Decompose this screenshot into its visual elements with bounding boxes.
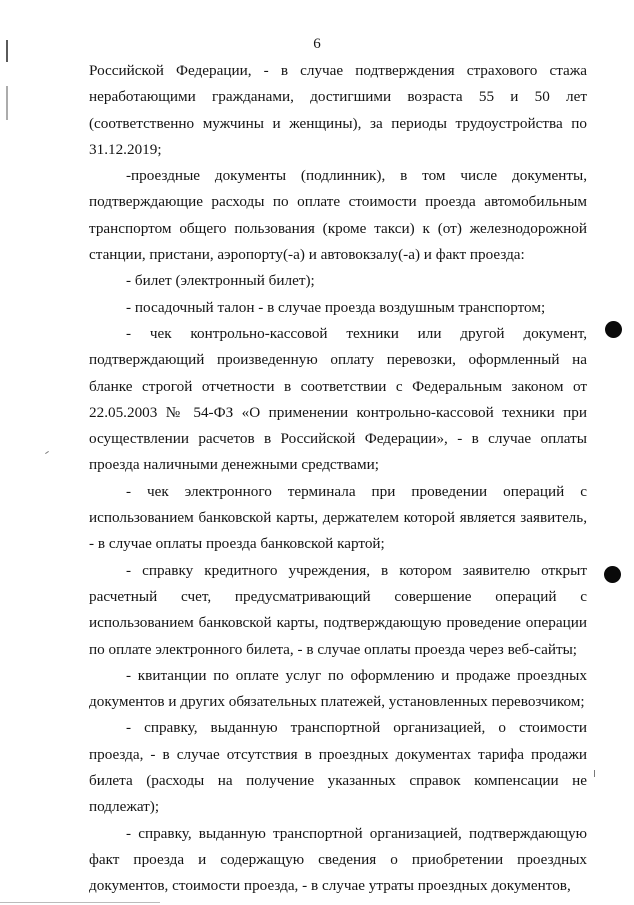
scan-mark-left-2	[6, 86, 8, 120]
bottom-scan-line	[0, 902, 160, 903]
paragraph-travel-documents: -проездные документы (подлинник), в том числе документы, подтверждающие расходы по оплате стоимости проезда автомобильным транспортом общего пользования (кроме такси) к (от) железнодорожной станции, пристани, аэропорту(-а) и автовокзалу(-а) и факт проезда:	[89, 167, 587, 264]
scan-speck	[45, 451, 49, 454]
list-item-card-terminal-receipt: - чек электронного терминала при проведении операций с использованием банковской карты, держателем которой является заявитель, - в случае оплаты проезда банковской картой;	[89, 482, 587, 553]
paragraph-continuation: Российской Федерации, - в случае подтверждения страхового стажа неработающими гражданами, достигшими возраста 55 и 50 лет (соответственно мужчины и женщины), за периоды трудоустройства по 31.12.2019;	[89, 62, 587, 158]
list-item-cash-receipt: - чек контрольно-кассовой техники или другой документ, подтверждающий произведенную оплату перевозки, оформленный на бланке строгой отчетности в соответствии с Федеральным законом от 22.05.2003 № 54-ФЗ «О применении контрольно-кассовой техники при осуществлении расчетов в Российской Федерации», - в случае оплаты проезда наличными денежными средствами;	[89, 324, 587, 474]
list-item-fare-certificate: - справку, выданную транспортной организацией, о стоимости проезда, - в случае отсутствия в проездных документах тарифа продажи билета (расходы на получение указанных справок компенсации не подлежат);	[89, 719, 587, 816]
scan-speck	[594, 770, 595, 777]
list-item-boarding-pass: - посадочный талон - в случае проезда воздушным транспортом;	[126, 298, 546, 316]
page-number: 6	[313, 36, 321, 52]
list-item-bank-certificate: - справку кредитного учреждения, в котором заявителю открыт расчетный счет, предусматривающий совершение операций с использованием банковской карты, подтверждающую проведение операции по оплате электронного билета, - в случае оплаты проезда через веб-сайты;	[89, 561, 587, 658]
list-item-travel-confirmation: - справку, выданную транспортной организацией, подтверждающую факт проезда и содержащую сведения о приобретении проездных документов, стоимости проезда, - в случае утраты проездных документов,	[89, 824, 587, 895]
list-item-service-receipts: - квитанции по оплате услуг по оформлению и продаже проездных документов и других обязательных платежей, установленных перевозчиком;	[89, 666, 587, 711]
hole-punch-upper	[605, 321, 622, 338]
hole-punch-lower	[604, 566, 621, 583]
document-body	[89, 58, 587, 900]
list-item-ticket: - билет (электронный билет);	[126, 272, 315, 290]
